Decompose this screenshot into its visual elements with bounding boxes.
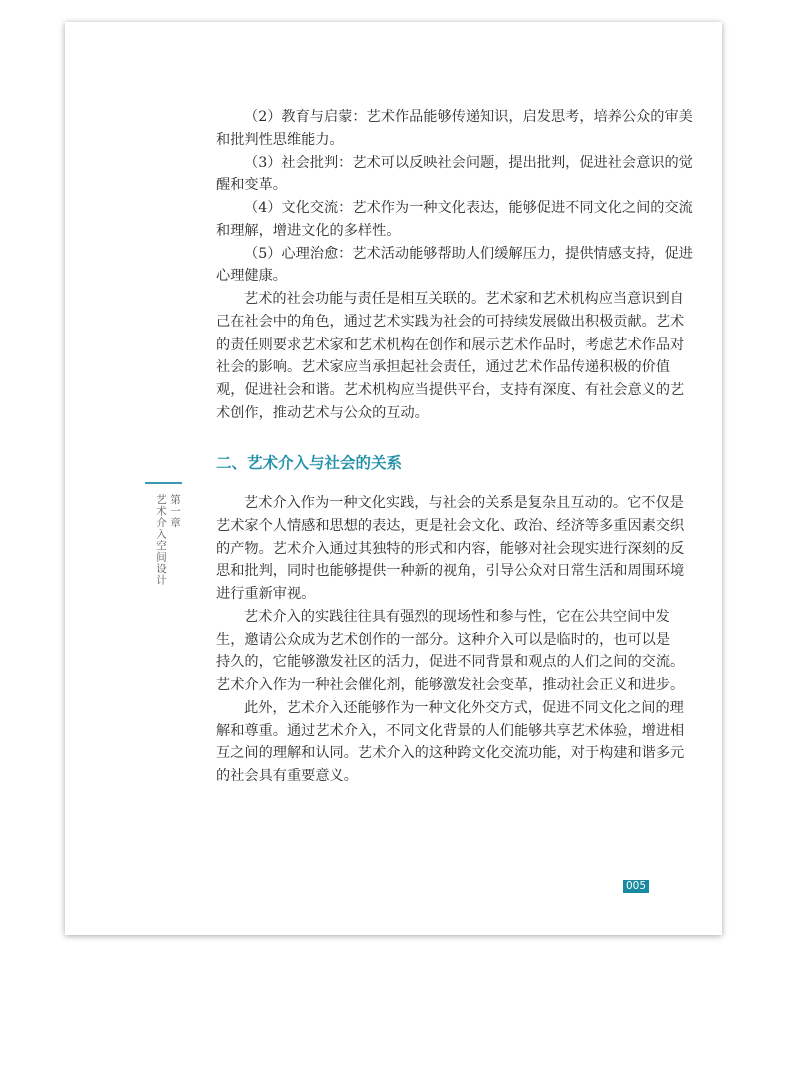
text-line: 艺术的社会功能与责任是相互关联的。艺术家和艺术机构应当意识到自 (244, 291, 684, 307)
paragraph (216, 243, 693, 289)
chapter-number: 第一章 (169, 494, 181, 529)
text-line: （4）文化交流：艺术作为一种文化表达，能够促进不同文化之间的交流 (244, 200, 693, 216)
text-line: 的产物。艺术介入通过其独特的形式和内容，能够对社会现实进行深刻的反 (216, 540, 685, 557)
paragraph (216, 492, 685, 606)
chapter-title: 艺术介入空间设计 (155, 494, 167, 586)
text-line: 己在社会中的角色，通过艺术实践为社会的可持续发展做出积极贡献。艺术 (216, 313, 685, 330)
page-number: 005 (623, 880, 649, 893)
paragraph (216, 197, 693, 243)
text-line: 心理健康。 (216, 268, 287, 285)
text-line: 和批判性思维能力。 (216, 131, 344, 148)
text-line: 观，促进社会和谐。艺术机构应当提供平台，支持有深度、有社会意义的艺 (216, 382, 685, 398)
text-line: 和理解，增进文化的多样性。 (216, 222, 401, 239)
text-line: 进行重新审视。 (216, 586, 316, 602)
text-line: 解和尊重。通过艺术介入，不同文化背景的人们能够共享艺术体验，增进相 (216, 722, 685, 739)
paragraph (216, 606, 685, 697)
paragraph (216, 152, 693, 198)
text-line: 此外，艺术介入还能够作为一种文化外交方式，促进不同文化之间的理 (244, 699, 684, 716)
text-line: 思和批判，同时也能够提供一种新的视角，引导公众对日常生活和周围环境 (216, 563, 685, 580)
body-text-section (216, 492, 685, 788)
text-line: 的社会具有重要意义。 (216, 768, 358, 784)
text-line: 艺术介入的实践往往具有强烈的现场性和参与性，它在公共空间中发 (244, 608, 670, 625)
paragraph (216, 288, 685, 425)
paragraph (216, 106, 693, 152)
chapter-rule (145, 482, 182, 484)
text-line: 醒和变革。 (216, 177, 287, 194)
text-line: 社会的影响。艺术家应当承担起社会责任，通过艺术作品传递积极的价值 (216, 359, 671, 376)
text-line: 艺术介入作为一种社会催化剂，能够激发社会变革，推动社会正义和进步。 (216, 677, 685, 693)
text-line: 的责任则要求艺术家和艺术机构在创作和展示艺术作品时，考虑艺术作品对 (216, 336, 685, 353)
paragraph (216, 697, 685, 788)
text-line: 术创作，推动艺术与公众的互动。 (216, 404, 429, 421)
text-line: （3）社会批判：艺术可以反映社会问题，提出批判，促进社会意识的觉 (244, 154, 693, 171)
text-line: 持久的，它能够激发社区的活力，促进不同背景和观点的人们之间的交流。 (216, 654, 685, 671)
text-line: （5）心理治愈：艺术活动能够帮助人们缓解压力，提供情感支持，促进 (244, 245, 693, 262)
body-text-top (216, 106, 693, 425)
text-line: 生，邀请公众成为艺术创作的一部分。这种介入可以是临时的，也可以是 (216, 631, 671, 648)
text-line: 互之间的理解和认同。艺术介入的这种跨文化交流功能，对于构建和谐多元 (216, 745, 685, 762)
text-line: 艺术家个人情感和思想的表达，更是社会文化、政治、经济等多重因素交织 (216, 517, 685, 534)
text-line: 艺术介入作为一种文化实践，与社会的关系是复杂且互动的。它不仅是 (244, 495, 684, 511)
section-heading: 二、艺术介入与社会的关系 (216, 454, 403, 472)
text-line: （2）教育与启蒙：艺术作品能够传递知识，启发思考，培养公众的审美 (244, 109, 693, 125)
